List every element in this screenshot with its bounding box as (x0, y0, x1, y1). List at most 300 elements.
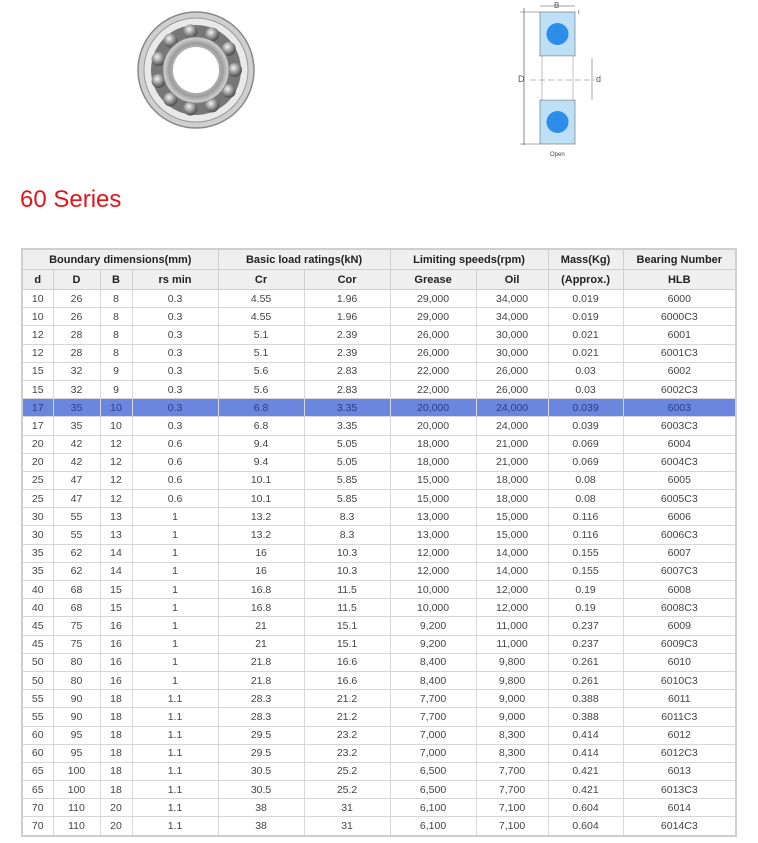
table-row[interactable] (22, 581, 736, 599)
cell-col-mass-approx: 0.021 (548, 326, 623, 344)
cell-col-grease: 8,400 (390, 653, 476, 671)
cell-col-outer-d: 80 (53, 671, 100, 689)
cell-col-oil: 9,000 (476, 690, 548, 708)
cell-col-rs-min: 1.1 (132, 817, 218, 836)
bearing-ball (228, 63, 242, 77)
cell-col-cor: 2.83 (304, 380, 390, 398)
table-row[interactable] (22, 744, 736, 762)
cell-col-b: 10 (100, 399, 132, 417)
table-row[interactable] (22, 435, 736, 453)
cell-col-rs-min: 0.6 (132, 435, 218, 453)
cell-col-cor: 15.1 (304, 617, 390, 635)
table-row[interactable] (22, 799, 736, 817)
cell-col-cr: 10.1 (218, 471, 304, 489)
sub-header-col-b: B (100, 270, 132, 290)
header-basic-load-ratings: Basic load ratings(kN) (218, 249, 390, 270)
cell-col-mass-approx: 0.604 (548, 799, 623, 817)
cell-col-b: 16 (100, 617, 132, 635)
cell-col-mass-approx: 0.08 (548, 490, 623, 508)
table-row[interactable] (22, 308, 736, 326)
cell-col-hlb: 6009C3 (623, 635, 736, 653)
cell-col-cr: 5.6 (218, 362, 304, 380)
cell-col-rs-min: 1 (132, 581, 218, 599)
cell-col-cor: 10.3 (304, 562, 390, 580)
cell-col-mass-approx: 0.019 (548, 308, 623, 326)
table-row[interactable] (22, 380, 736, 398)
cell-col-grease: 6,500 (390, 781, 476, 799)
cell-col-hlb: 6002C3 (623, 380, 736, 398)
table-row[interactable] (22, 508, 736, 526)
table-row[interactable] (22, 344, 736, 362)
cell-col-outer-d: 110 (53, 799, 100, 817)
cell-col-oil: 34,000 (476, 308, 548, 326)
cell-col-cor: 8.3 (304, 508, 390, 526)
cell-col-grease: 10,000 (390, 581, 476, 599)
cell-col-cr: 28.3 (218, 708, 304, 726)
cell-col-d: 70 (22, 817, 53, 836)
cell-col-rs-min: 1.1 (132, 781, 218, 799)
cell-col-grease: 7,000 (390, 744, 476, 762)
cell-col-oil: 9,800 (476, 653, 548, 671)
cell-col-d: 30 (22, 526, 53, 544)
cell-col-grease: 12,000 (390, 544, 476, 562)
cell-col-grease: 22,000 (390, 362, 476, 380)
table-row[interactable] (22, 781, 736, 799)
cell-col-outer-d: 68 (53, 599, 100, 617)
cell-col-b: 12 (100, 471, 132, 489)
cell-col-mass-approx: 0.261 (548, 653, 623, 671)
cell-col-mass-approx: 0.069 (548, 435, 623, 453)
cell-col-oil: 7,100 (476, 817, 548, 836)
cell-col-outer-d: 95 (53, 744, 100, 762)
cell-col-hlb: 6004 (623, 435, 736, 453)
diagram-label-B: B (554, 1, 560, 10)
cell-col-cr: 16.8 (218, 581, 304, 599)
cell-col-cr: 5.1 (218, 326, 304, 344)
cell-col-mass-approx: 0.604 (548, 817, 623, 836)
cell-col-mass-approx: 0.19 (548, 581, 623, 599)
cell-col-d: 12 (22, 344, 53, 362)
cell-col-d: 60 (22, 744, 53, 762)
table-row[interactable] (22, 671, 736, 689)
cell-col-grease: 13,000 (390, 526, 476, 544)
cell-col-rs-min: 0.6 (132, 471, 218, 489)
cell-col-grease: 15,000 (390, 490, 476, 508)
cell-col-hlb: 6006 (623, 508, 736, 526)
cell-col-b: 15 (100, 599, 132, 617)
table-row[interactable] (22, 562, 736, 580)
cell-col-grease: 20,000 (390, 399, 476, 417)
cell-col-hlb: 6001 (623, 326, 736, 344)
diagram-label-D: D (518, 74, 525, 84)
cell-col-d: 50 (22, 671, 53, 689)
cell-col-d: 15 (22, 362, 53, 380)
cell-col-oil: 30,000 (476, 344, 548, 362)
cell-col-d: 60 (22, 726, 53, 744)
cell-col-cor: 2.39 (304, 326, 390, 344)
table-row[interactable] (22, 617, 736, 635)
cell-col-oil: 15,000 (476, 508, 548, 526)
sub-header-col-cr: Cr (218, 270, 304, 290)
cell-col-hlb: 6000C3 (623, 308, 736, 326)
cell-col-oil: 12,000 (476, 581, 548, 599)
cell-col-cor: 10.3 (304, 544, 390, 562)
table-row[interactable] (22, 290, 736, 308)
cell-col-hlb: 6014C3 (623, 817, 736, 836)
cell-col-oil: 9,800 (476, 671, 548, 689)
cell-col-rs-min: 1.1 (132, 708, 218, 726)
cell-col-oil: 21,000 (476, 435, 548, 453)
cell-col-hlb: 6012 (623, 726, 736, 744)
cell-col-outer-d: 42 (53, 435, 100, 453)
cell-col-b: 16 (100, 671, 132, 689)
diagram-label-r: r (578, 10, 580, 16)
cell-col-d: 12 (22, 326, 53, 344)
cell-col-rs-min: 1 (132, 526, 218, 544)
cell-col-oil: 8,300 (476, 726, 548, 744)
cell-col-outer-d: 95 (53, 726, 100, 744)
bearing-photo (135, 8, 257, 138)
cell-col-b: 20 (100, 817, 132, 836)
cell-col-grease: 6,100 (390, 799, 476, 817)
cell-col-outer-d: 47 (53, 490, 100, 508)
cell-col-grease: 7,700 (390, 708, 476, 726)
cell-col-grease: 13,000 (390, 508, 476, 526)
cell-col-rs-min: 1 (132, 617, 218, 635)
cell-col-d: 70 (22, 799, 53, 817)
cell-col-b: 18 (100, 708, 132, 726)
cell-col-grease: 6,100 (390, 817, 476, 836)
cell-col-b: 12 (100, 435, 132, 453)
bearing-cross-section-diagram (510, 0, 610, 160)
table-row[interactable] (22, 817, 736, 836)
cell-col-outer-d: 80 (53, 653, 100, 671)
bearing-ball (183, 102, 197, 116)
sub-header-col-outer-d: D (53, 270, 100, 290)
cell-col-mass-approx: 0.039 (548, 417, 623, 435)
cell-col-cor: 11.5 (304, 599, 390, 617)
cell-col-hlb: 6006C3 (623, 526, 736, 544)
cell-col-rs-min: 1 (132, 599, 218, 617)
cell-col-b: 18 (100, 781, 132, 799)
cell-col-mass-approx: 0.388 (548, 690, 623, 708)
cell-col-oil: 11,000 (476, 635, 548, 653)
cell-col-cor: 31 (304, 817, 390, 836)
cell-col-grease: 18,000 (390, 435, 476, 453)
cell-col-mass-approx: 0.155 (548, 544, 623, 562)
cell-col-cr: 4.55 (218, 308, 304, 326)
table-row[interactable] (22, 490, 736, 508)
cell-col-mass-approx: 0.08 (548, 471, 623, 489)
cell-col-d: 10 (22, 308, 53, 326)
cell-col-b: 18 (100, 690, 132, 708)
table-row[interactable] (22, 362, 736, 380)
cell-col-mass-approx: 0.414 (548, 726, 623, 744)
cell-col-rs-min: 0.3 (132, 417, 218, 435)
cell-col-cr: 10.1 (218, 490, 304, 508)
cell-col-b: 8 (100, 290, 132, 308)
cell-col-rs-min: 0.6 (132, 453, 218, 471)
cell-col-outer-d: 42 (53, 453, 100, 471)
cell-col-oil: 11,000 (476, 617, 548, 635)
cell-col-mass-approx: 0.421 (548, 762, 623, 780)
cell-col-outer-d: 62 (53, 562, 100, 580)
cell-col-outer-d: 68 (53, 581, 100, 599)
cell-col-grease: 9,200 (390, 635, 476, 653)
cell-col-grease: 7,000 (390, 726, 476, 744)
cell-col-oil: 34,000 (476, 290, 548, 308)
cell-col-outer-d: 100 (53, 762, 100, 780)
cell-col-oil: 7,700 (476, 781, 548, 799)
cell-col-grease: 15,000 (390, 471, 476, 489)
cell-col-outer-d: 32 (53, 380, 100, 398)
cell-col-cor: 21.2 (304, 708, 390, 726)
table-row[interactable] (22, 399, 736, 417)
cell-col-cr: 21 (218, 635, 304, 653)
cell-col-cor: 23.2 (304, 744, 390, 762)
cell-col-mass-approx: 0.261 (548, 671, 623, 689)
cell-col-b: 14 (100, 544, 132, 562)
cell-col-cr: 21.8 (218, 671, 304, 689)
cell-col-b: 20 (100, 799, 132, 817)
cell-col-rs-min: 1 (132, 562, 218, 580)
cell-col-b: 8 (100, 344, 132, 362)
cell-col-d: 15 (22, 380, 53, 398)
cell-col-cr: 38 (218, 817, 304, 836)
cell-col-d: 30 (22, 508, 53, 526)
cell-col-cor: 16.6 (304, 653, 390, 671)
cell-col-rs-min: 0.6 (132, 490, 218, 508)
cell-col-outer-d: 47 (53, 471, 100, 489)
cell-col-outer-d: 75 (53, 617, 100, 635)
cell-col-grease: 26,000 (390, 344, 476, 362)
cell-col-d: 25 (22, 471, 53, 489)
cell-col-cor: 5.85 (304, 490, 390, 508)
cell-col-outer-d: 35 (53, 417, 100, 435)
cell-col-rs-min: 1 (132, 671, 218, 689)
cell-col-b: 9 (100, 362, 132, 380)
cell-col-oil: 18,000 (476, 490, 548, 508)
cell-col-rs-min: 0.3 (132, 399, 218, 417)
cell-col-mass-approx: 0.039 (548, 399, 623, 417)
table-row[interactable] (22, 471, 736, 489)
cell-col-d: 17 (22, 399, 53, 417)
cell-col-rs-min: 0.3 (132, 290, 218, 308)
cell-col-d: 35 (22, 562, 53, 580)
cell-col-d: 35 (22, 544, 53, 562)
cell-col-hlb: 6007C3 (623, 562, 736, 580)
cell-col-d: 40 (22, 599, 53, 617)
cell-col-rs-min: 1 (132, 635, 218, 653)
table-row[interactable] (22, 635, 736, 653)
cell-col-hlb: 6004C3 (623, 453, 736, 471)
cell-col-cor: 31 (304, 799, 390, 817)
cell-col-mass-approx: 0.414 (548, 744, 623, 762)
cell-col-cr: 9.4 (218, 453, 304, 471)
cell-col-cor: 2.83 (304, 362, 390, 380)
cell-col-d: 65 (22, 762, 53, 780)
sub-header-col-rs-min: rs min (132, 270, 218, 290)
cell-col-d: 10 (22, 290, 53, 308)
cell-col-cor: 1.96 (304, 290, 390, 308)
diagram-caption: Open (550, 152, 565, 158)
cell-col-mass-approx: 0.237 (548, 617, 623, 635)
cell-col-cr: 30.5 (218, 762, 304, 780)
cell-col-d: 20 (22, 435, 53, 453)
cell-col-cr: 16 (218, 562, 304, 580)
cell-col-b: 12 (100, 490, 132, 508)
cell-col-rs-min: 1.1 (132, 799, 218, 817)
cell-col-oil: 26,000 (476, 362, 548, 380)
cell-col-oil: 14,000 (476, 544, 548, 562)
sub-header-col-mass-approx: (Approx.) (548, 270, 623, 290)
cell-col-b: 18 (100, 762, 132, 780)
cell-col-mass-approx: 0.019 (548, 290, 623, 308)
cell-col-outer-d: 90 (53, 708, 100, 726)
cell-col-hlb: 6012C3 (623, 744, 736, 762)
cell-col-outer-d: 75 (53, 635, 100, 653)
cell-col-oil: 15,000 (476, 526, 548, 544)
cell-col-cor: 5.85 (304, 471, 390, 489)
table-row[interactable] (22, 690, 736, 708)
cell-col-oil: 7,100 (476, 799, 548, 817)
cell-col-b: 10 (100, 417, 132, 435)
cell-col-outer-d: 28 (53, 344, 100, 362)
cell-col-cr: 6.8 (218, 417, 304, 435)
header-boundary-dimensions: Boundary dimensions(mm) (22, 249, 218, 270)
cell-col-hlb: 6000 (623, 290, 736, 308)
sub-header-col-d: d (22, 270, 53, 290)
cell-col-cor: 11.5 (304, 581, 390, 599)
table-row[interactable] (22, 708, 736, 726)
cell-col-cor: 2.39 (304, 344, 390, 362)
table-row[interactable] (22, 417, 736, 435)
cell-col-cr: 21 (218, 617, 304, 635)
cell-col-cr: 29.5 (218, 726, 304, 744)
cell-col-hlb: 6014 (623, 799, 736, 817)
cell-col-oil: 30,000 (476, 326, 548, 344)
cell-col-hlb: 6008C3 (623, 599, 736, 617)
cell-col-b: 13 (100, 526, 132, 544)
cell-col-mass-approx: 0.03 (548, 362, 623, 380)
cell-col-cor: 1.96 (304, 308, 390, 326)
cell-col-d: 65 (22, 781, 53, 799)
cell-col-mass-approx: 0.237 (548, 635, 623, 653)
cell-col-hlb: 6002 (623, 362, 736, 380)
cell-col-mass-approx: 0.116 (548, 526, 623, 544)
cell-col-cor: 3.35 (304, 399, 390, 417)
cell-col-rs-min: 1.1 (132, 690, 218, 708)
cell-col-hlb: 6011C3 (623, 708, 736, 726)
cell-col-b: 9 (100, 380, 132, 398)
cell-col-cor: 3.35 (304, 417, 390, 435)
cell-col-b: 14 (100, 562, 132, 580)
cell-col-b: 8 (100, 326, 132, 344)
cell-col-cr: 9.4 (218, 435, 304, 453)
bearing-ball (183, 24, 197, 38)
cell-col-b: 13 (100, 508, 132, 526)
cell-col-rs-min: 0.3 (132, 308, 218, 326)
cell-col-cr: 16.8 (218, 599, 304, 617)
cell-col-b: 16 (100, 653, 132, 671)
cell-col-hlb: 6005C3 (623, 490, 736, 508)
cell-col-d: 20 (22, 453, 53, 471)
cell-col-cr: 29.5 (218, 744, 304, 762)
cell-col-d: 45 (22, 635, 53, 653)
cell-col-cr: 28.3 (218, 690, 304, 708)
cell-col-cr: 5.1 (218, 344, 304, 362)
cell-col-oil: 24,000 (476, 399, 548, 417)
cell-col-oil: 18,000 (476, 471, 548, 489)
table-row[interactable] (22, 326, 736, 344)
sub-header-col-grease: Grease (390, 270, 476, 290)
cell-col-hlb: 6010C3 (623, 671, 736, 689)
cell-col-hlb: 6008 (623, 581, 736, 599)
cell-col-mass-approx: 0.069 (548, 453, 623, 471)
cell-col-cr: 13.2 (218, 508, 304, 526)
table-row[interactable] (22, 726, 736, 744)
cell-col-cor: 21.2 (304, 690, 390, 708)
cell-col-d: 55 (22, 708, 53, 726)
cell-col-hlb: 6005 (623, 471, 736, 489)
table-row[interactable] (22, 653, 736, 671)
cell-col-hlb: 6010 (623, 653, 736, 671)
cell-col-cor: 25.2 (304, 781, 390, 799)
cell-col-cor: 16.6 (304, 671, 390, 689)
cell-col-oil: 14,000 (476, 562, 548, 580)
page-title: 60 Series (20, 186, 122, 213)
cell-col-cr: 6.8 (218, 399, 304, 417)
cell-col-cr: 21.8 (218, 653, 304, 671)
table-row[interactable] (22, 599, 736, 617)
cell-col-outer-d: 28 (53, 326, 100, 344)
cell-col-grease: 26,000 (390, 326, 476, 344)
cell-col-hlb: 6013C3 (623, 781, 736, 799)
cell-col-rs-min: 0.3 (132, 344, 218, 362)
cell-col-grease: 6,500 (390, 762, 476, 780)
cell-col-oil: 7,700 (476, 762, 548, 780)
table-row[interactable] (22, 453, 736, 471)
table-row[interactable] (22, 762, 736, 780)
cell-col-outer-d: 32 (53, 362, 100, 380)
cell-col-grease: 22,000 (390, 380, 476, 398)
cell-col-d: 25 (22, 490, 53, 508)
header-bearing-number: Bearing Number (623, 249, 736, 270)
cell-col-oil: 8,300 (476, 744, 548, 762)
cell-col-hlb: 6007 (623, 544, 736, 562)
table-row[interactable] (22, 526, 736, 544)
cell-col-grease: 8,400 (390, 671, 476, 689)
cell-col-outer-d: 26 (53, 308, 100, 326)
cell-col-hlb: 6011 (623, 690, 736, 708)
cell-col-rs-min: 0.3 (132, 326, 218, 344)
cell-col-hlb: 6003C3 (623, 417, 736, 435)
cell-col-cor: 23.2 (304, 726, 390, 744)
cell-col-rs-min: 1 (132, 653, 218, 671)
cell-col-cr: 13.2 (218, 526, 304, 544)
cell-col-outer-d: 100 (53, 781, 100, 799)
cell-col-cr: 38 (218, 799, 304, 817)
sub-header-col-hlb: HLB (623, 270, 736, 290)
cell-col-mass-approx: 0.116 (548, 508, 623, 526)
cell-col-grease: 29,000 (390, 290, 476, 308)
cell-col-mass-approx: 0.155 (548, 562, 623, 580)
cell-col-rs-min: 1 (132, 544, 218, 562)
cell-col-cr: 30.5 (218, 781, 304, 799)
cell-col-hlb: 6003 (623, 399, 736, 417)
table-row[interactable] (22, 544, 736, 562)
cell-col-grease: 20,000 (390, 417, 476, 435)
